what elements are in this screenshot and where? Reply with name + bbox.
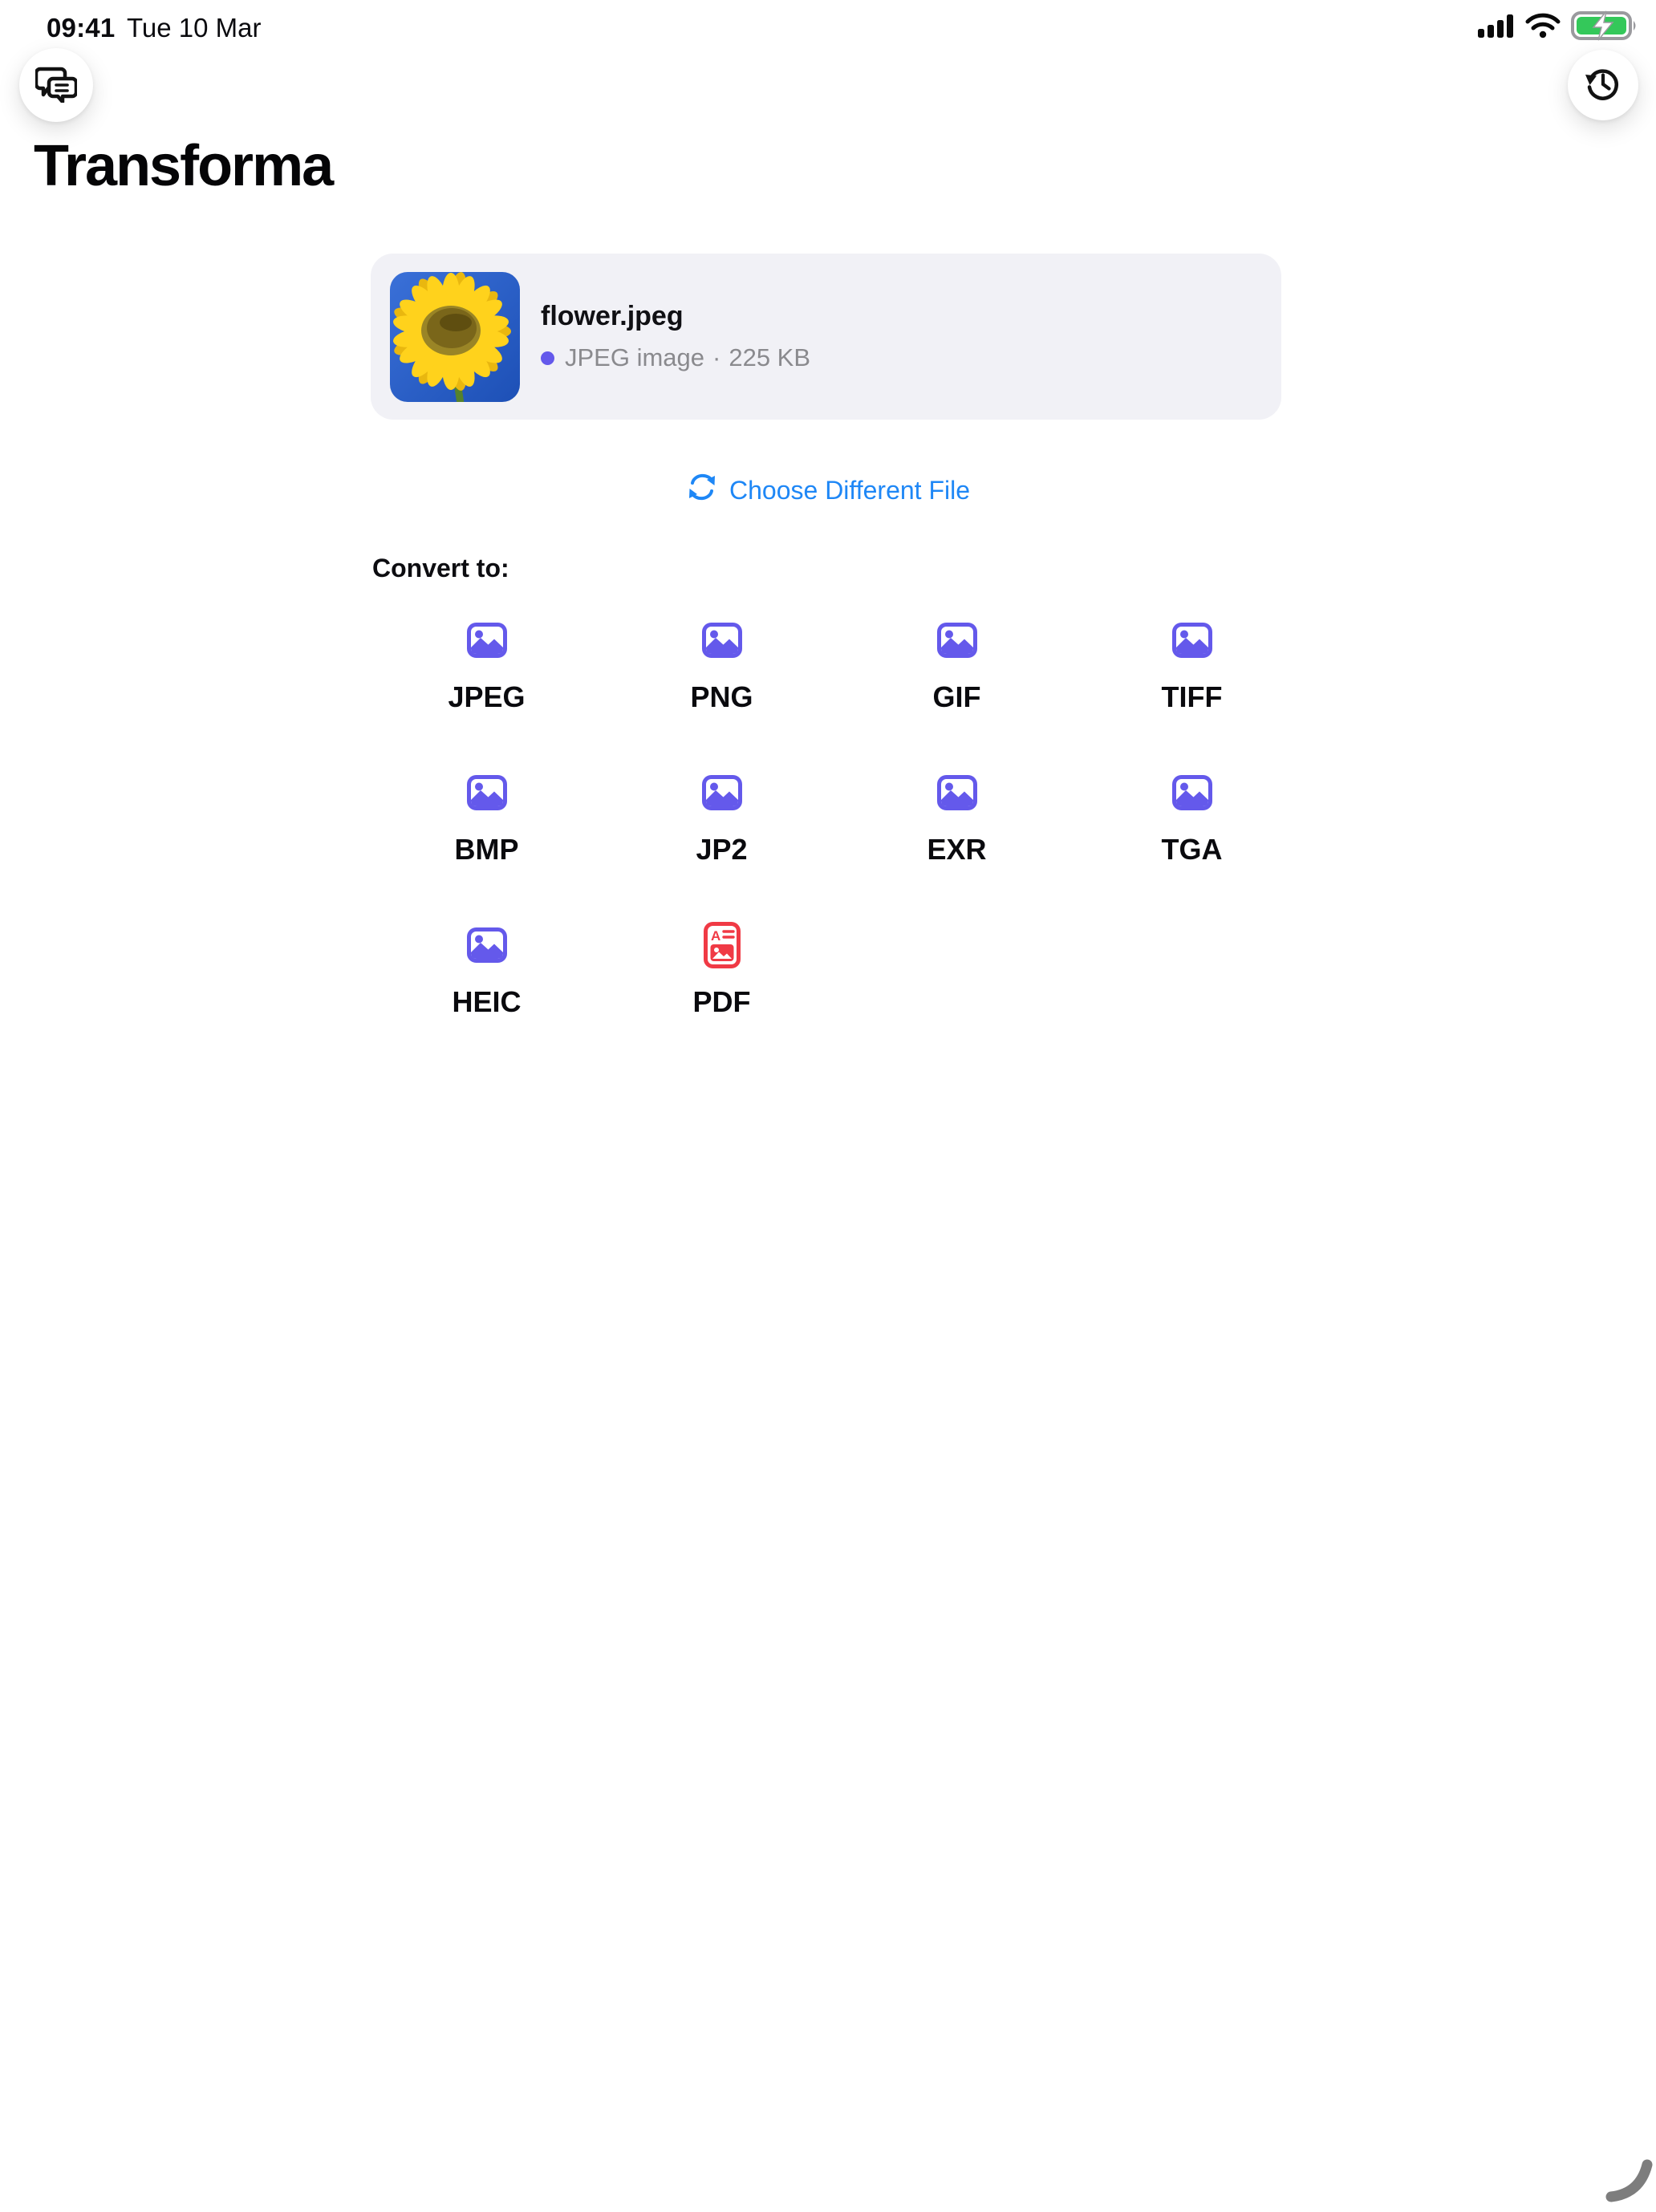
choose-file-row [0, 473, 1656, 508]
image-icon [937, 770, 977, 815]
format-label: GIF [932, 680, 981, 713]
format-label: EXR [927, 833, 987, 866]
image-icon [467, 923, 507, 968]
image-icon [467, 618, 507, 663]
format-option-tiff[interactable] [1074, 618, 1309, 714]
status-time: 09:41 [47, 13, 116, 43]
meta-separator: · [712, 343, 721, 371]
file-info [541, 301, 810, 372]
format-label: HEIC [452, 985, 522, 1018]
corner-arc-decoration [1508, 2092, 1656, 2212]
battery-charging-icon [1571, 10, 1638, 45]
file-thumbnail [390, 272, 520, 402]
format-label: PNG [690, 680, 753, 713]
refresh-icon [686, 473, 718, 508]
format-label: BMP [454, 833, 519, 866]
format-option-tga[interactable] [1074, 770, 1309, 867]
status-icons [1478, 13, 1638, 42]
history-clock-icon [1584, 65, 1622, 106]
choose-different-file-button[interactable] [686, 473, 970, 508]
file-meta [541, 343, 810, 372]
image-icon [1172, 770, 1212, 815]
chat-bubbles-icon [35, 66, 77, 105]
chat-button[interactable] [19, 48, 93, 122]
format-grid [369, 618, 1309, 1019]
wifi-icon [1524, 12, 1561, 43]
file-type-label: JPEG image [565, 343, 705, 371]
image-icon [937, 618, 977, 663]
image-icon [702, 618, 742, 663]
selected-file-card [371, 254, 1281, 420]
format-option-png[interactable] [604, 618, 839, 714]
pdf-icon [704, 923, 741, 968]
format-label: TIFF [1161, 680, 1223, 713]
status-date: Tue 10 Mar [127, 13, 262, 43]
format-label: PDF [692, 985, 751, 1018]
page-title: Transforma [34, 134, 333, 198]
sunflower-image [390, 272, 520, 402]
status-bar [0, 0, 1656, 50]
format-option-heic[interactable] [369, 923, 604, 1019]
format-label: JP2 [696, 833, 748, 866]
svg-text:A: A [710, 928, 720, 944]
format-option-jpeg[interactable] [369, 618, 604, 714]
convert-to-heading: Convert to: [372, 554, 509, 582]
image-icon [702, 770, 742, 815]
format-label: JPEG [448, 680, 526, 713]
file-name: flower.jpeg [541, 301, 684, 331]
format-option-exr[interactable] [839, 770, 1074, 867]
file-size: 225 KB [729, 343, 811, 371]
file-type-dot [541, 351, 554, 365]
format-option-bmp[interactable] [369, 770, 604, 867]
history-button[interactable] [1568, 50, 1638, 120]
format-label: TGA [1161, 833, 1223, 866]
cellular-signal-icon [1478, 13, 1515, 43]
format-option-jp2[interactable] [604, 770, 839, 867]
choose-different-file-label: Choose Different File [729, 475, 970, 505]
format-option-pdf[interactable] [604, 923, 839, 1019]
image-icon [467, 770, 507, 815]
image-icon [1172, 618, 1212, 663]
format-option-gif[interactable] [839, 618, 1074, 714]
